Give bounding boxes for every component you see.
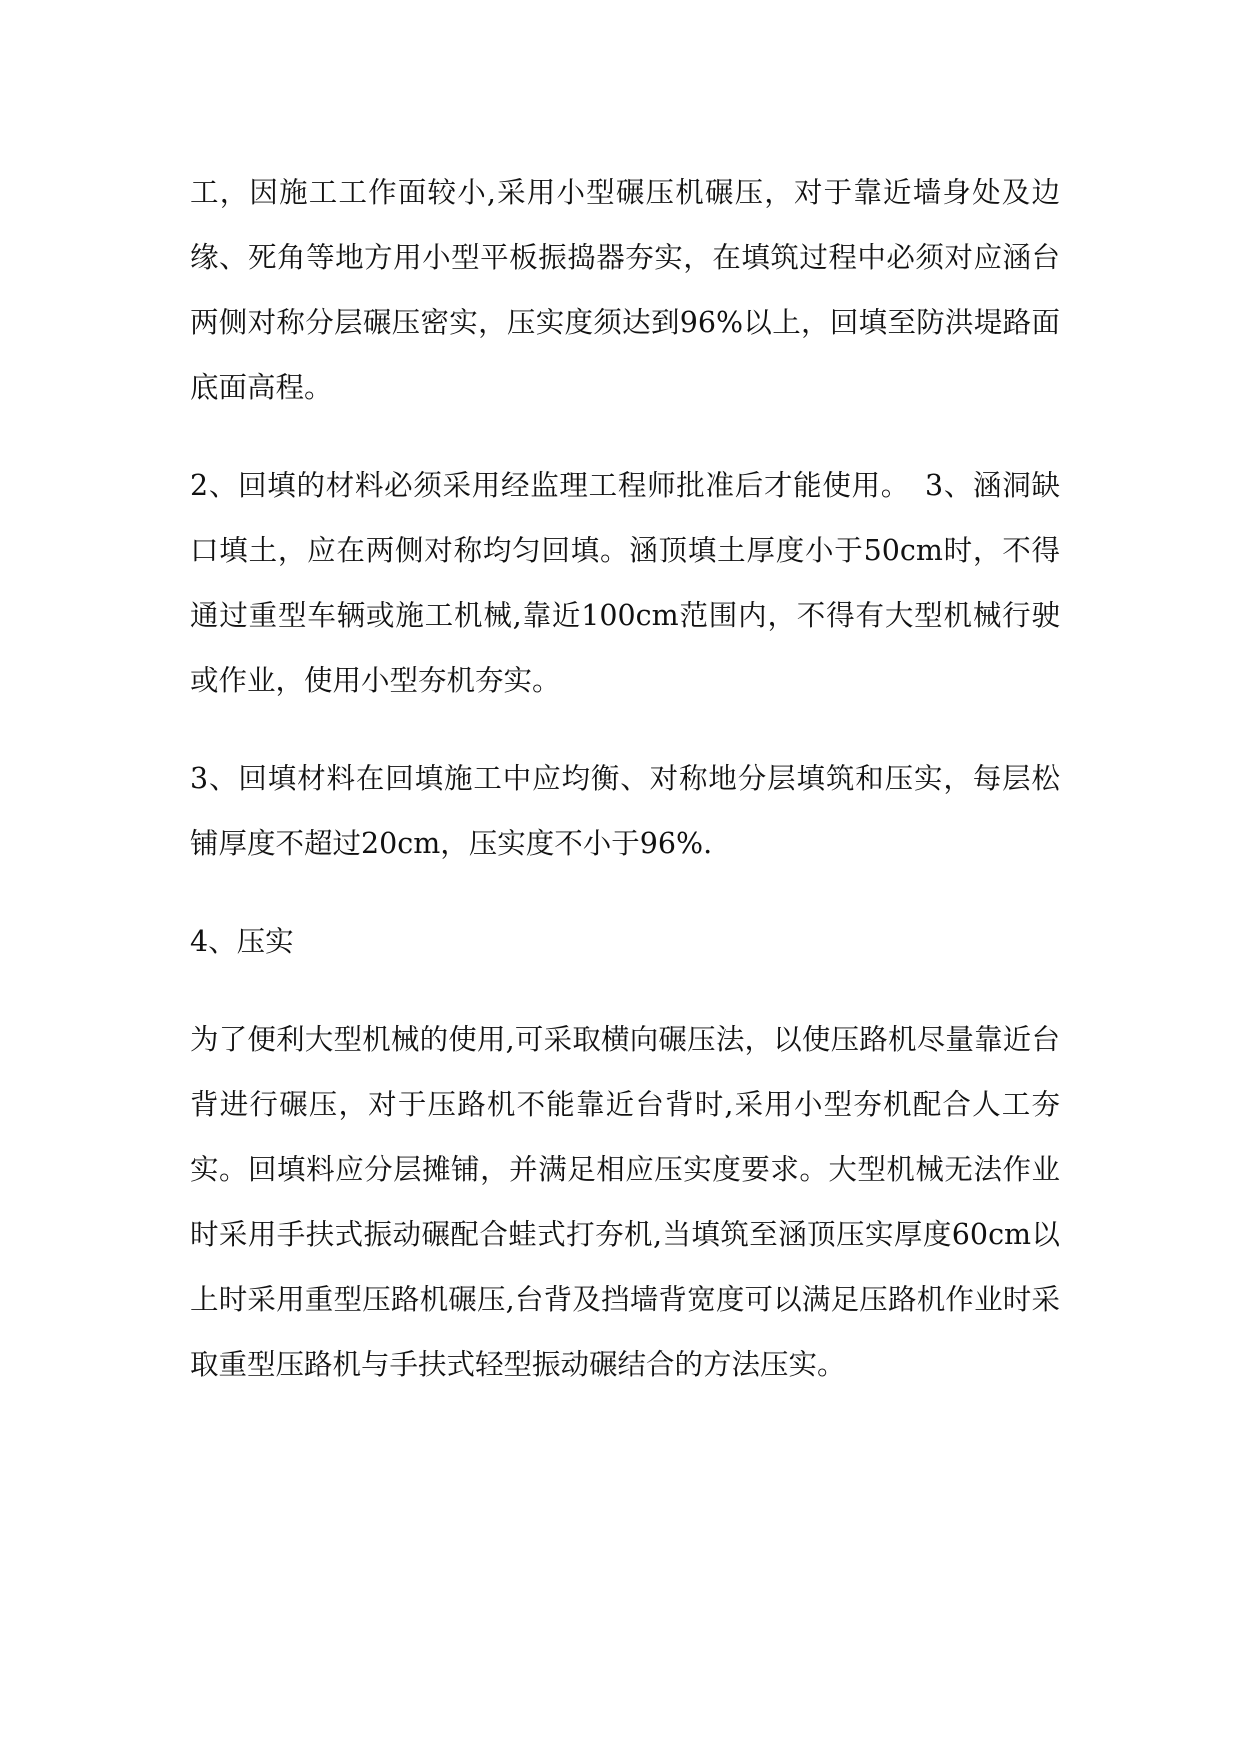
- paragraph-compaction-method: 为了便利大型机械的使用,可采取横向碾压法，以使压路机尽量靠近台背进行碾压，对于压路机不能靠近台背时,采用小型夯机配合人工夯实。回填料应分层摊铺，并满足相应压实度要求。大型机械无法作业时采用手扶式振动碾配合蛙式打夯机,当填筑至涵顶压实厚度60cm以上时采用重型压路机碾压,台背及挡墙背宽度可以满足压路机作业时采取重型压路机与手扶式轻型振动碾结合的方法压实。: [190, 1023, 1060, 1381]
- paragraph-layered-filling: 3、回填材料在回填施工中应均衡、对称地分层填筑和压实，每层松铺厚度不超过20cm，压实度不小于96%.: [190, 762, 1060, 860]
- paragraph-backfill-material: 2、回填的材料必须采用经监理工程师批准后才能使用。 3、涵洞缺口填土，应在两侧对称均匀回填。涵顶填土厚度小于50cm时，不得通过重型车辆或施工机械,靠近100cm范围内，不得有大型机械行驶或作业，使用小型夯机夯实。: [190, 469, 1060, 697]
- paragraph-compaction-intro: 工，因施工工作面较小,采用小型碾压机碾压，对于靠近墙身处及边缘、死角等地方用小型平板振捣器夯实，在填筑过程中必须对应涵台两侧对称分层碾压密实，压实度须达到96%以上，回填至防洪堤路面底面高程。: [190, 176, 1060, 404]
- section-heading-compaction: 4、压实: [190, 925, 294, 958]
- document-body: [190, 160, 1060, 1430]
